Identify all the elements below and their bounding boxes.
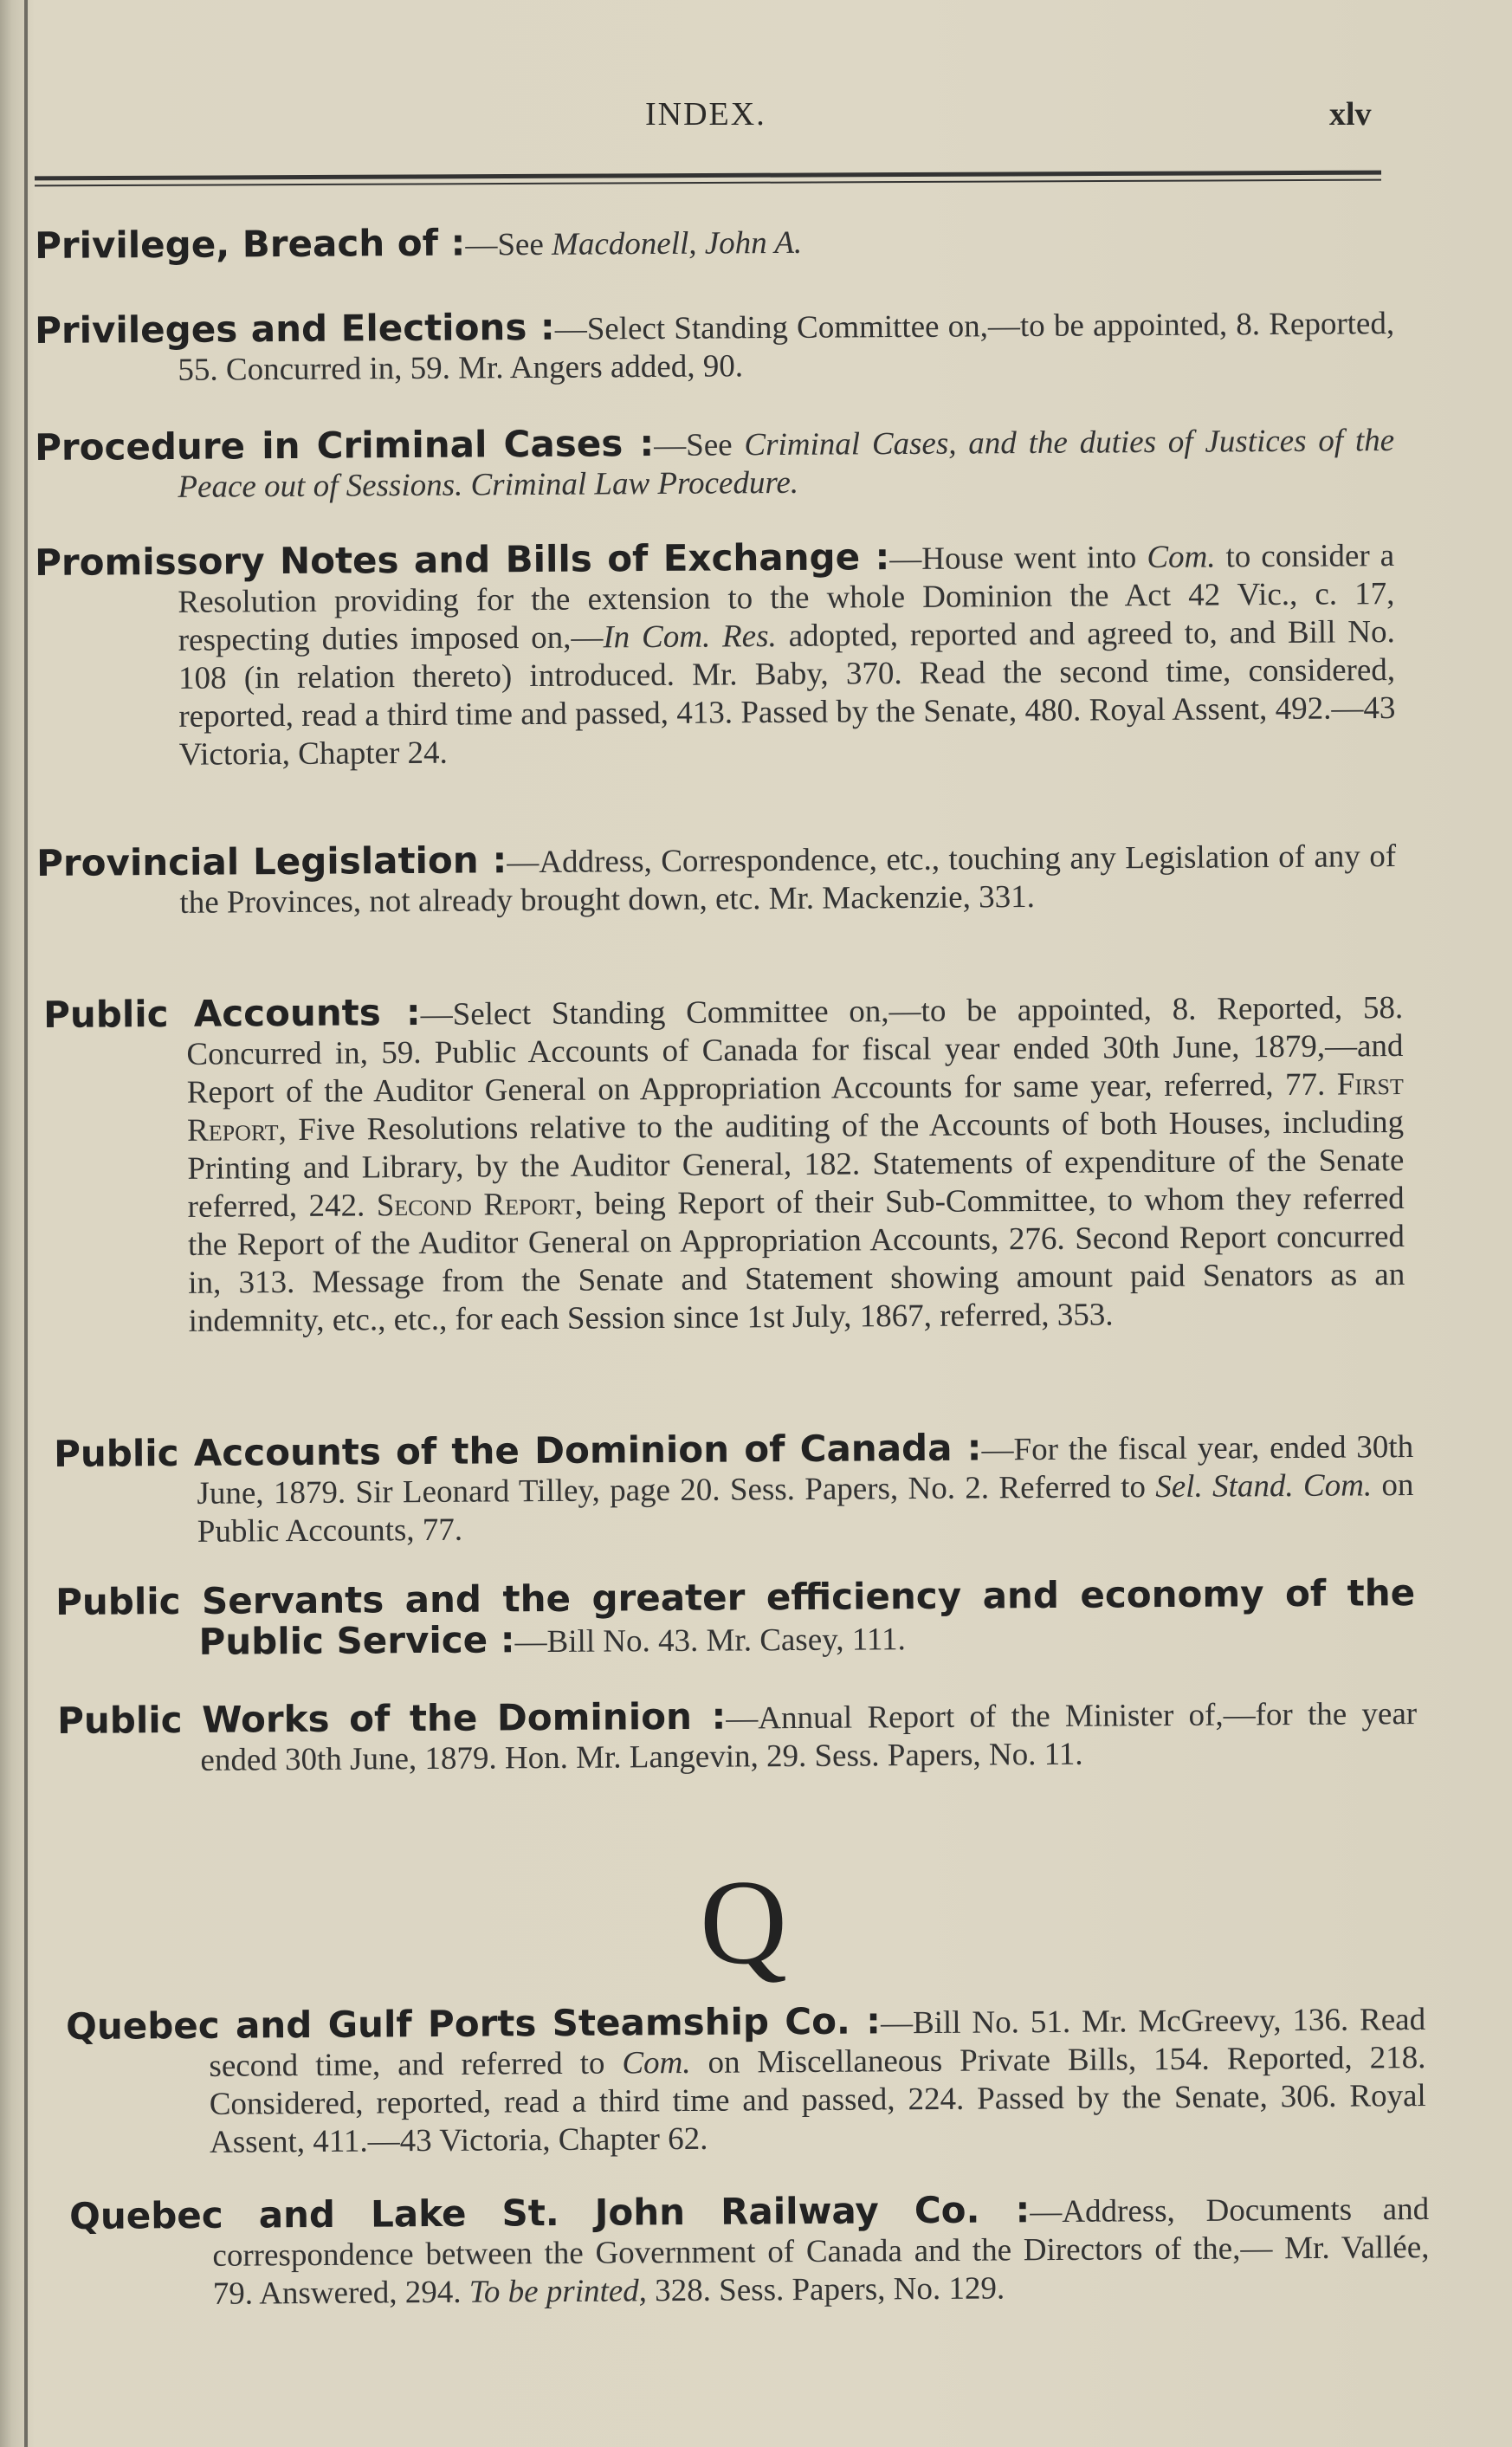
entry-text: —For the fiscal year, ended 30th June, 1879. Sir Leonard Tilley, page 20. Sess. Papers, No. 2. Referred to bbox=[197, 1429, 1414, 1512]
entry-text-italic: Macdonell, John A. bbox=[551, 224, 803, 262]
entry-text: —See bbox=[465, 226, 552, 263]
index-entry-promissory-notes bbox=[35, 534, 1396, 775]
entry-text-italic: Criminal Cases, and the duties of Justices of the Peace out of Sessions. Criminal Law Procedure. bbox=[178, 423, 1395, 505]
entry-text: Five Resolutions relative to the auditing of the Accounts of both Houses, including Printing and Library, by the Auditor General, 182. Statements of expenditure of the Senate referred, 242. bbox=[187, 1104, 1405, 1225]
entry-text: on Miscellaneous Private Bills, 154. Reported, 218. Considered, reported, read a third time and passed, 224. Passed by the Senate, 306. Royal Assent, 411.—43 Victoria, Chapter 62. bbox=[209, 2040, 1426, 2160]
entry-text-small-caps: First Report, bbox=[186, 1066, 1404, 1149]
entry-text: —Address, Correspondence, etc., touching any Legislation of any of the Provinces, not already brought down, etc. Mr. Mackenzie, 331. bbox=[179, 838, 1397, 921]
entry-text-small-caps: Second Report, bbox=[376, 1186, 584, 1224]
index-entry-procedure-criminal-cases bbox=[35, 419, 1395, 508]
entry-heading: Public Works of the Dominion : bbox=[56, 1694, 727, 1742]
entry-heading: Privileges and Elections : bbox=[34, 305, 555, 352]
index-entry-public-works bbox=[57, 1693, 1418, 1781]
entry-text-italic: In Com. Res. bbox=[603, 618, 777, 656]
entry-text: —Bill No. 43. Mr. Casey, 111. bbox=[514, 1622, 906, 1660]
entry-heading: Public Accounts of the Dominion of Canada : bbox=[53, 1426, 982, 1475]
entry-text-italic: Com. bbox=[622, 2044, 691, 2081]
entry-text: being Report of their Sub-Committee, to whom they referred the Report of the Auditor General on Appropriation Accounts, 276. Second Report concurred in, 313. Message from the Senate and Statement showing amount paid Senators as an indemnity, etc., etc., for each Session since 1st July, 1867, referred, 353. bbox=[187, 1181, 1405, 1339]
entry-text: 328. Sess. Papers, No. 129. bbox=[646, 2270, 1005, 2309]
running-title: INDEX. bbox=[645, 96, 766, 133]
entry-text: —Address, Documents and correspondence between the Government of Canada and the Directors of the,— Mr. Vallée, 79. Answered, 294. bbox=[212, 2191, 1430, 2312]
entry-heading: Public Servants and the greater efficiency and economy of the Public Service : bbox=[55, 1571, 1416, 1663]
index-entry-quebec-lake-st-john bbox=[69, 2188, 1430, 2314]
section-letter: Q bbox=[700, 1855, 788, 1990]
entry-heading: Provincial Legislation : bbox=[36, 838, 507, 884]
entry-text: —House went into bbox=[889, 540, 1147, 578]
page-header bbox=[0, 95, 1512, 147]
index-entry-provincial-legislation bbox=[36, 835, 1397, 923]
entry-text: to consider a Resolution providing for the extension to the whole Dominion the Act 42 Vic., c. 17, respecting duties imposed on,— bbox=[178, 538, 1395, 658]
entry-text-italic: Sel. Stand. Com. bbox=[1155, 1467, 1373, 1505]
book-gutter bbox=[24, 0, 28, 2447]
entry-text: on Public Accounts, 77. bbox=[197, 1467, 1414, 1550]
index-entry-public-accounts bbox=[43, 987, 1405, 1342]
index-entry-public-accounts-dominion bbox=[54, 1426, 1414, 1552]
entry-heading: Procedure in Criminal Cases : bbox=[34, 422, 655, 469]
entry-text: —Select Standing Committee on,—to be appointed, 8. Reported, 58. Concurred in, 59. Public Accounts of Canada for fiscal year ended 30th June, 1879,—and Report of the Auditor General on Appropriation Accounts for same year, referred, 77. bbox=[186, 990, 1404, 1110]
entry-text-italic: To be printed, bbox=[468, 2273, 648, 2310]
index-entry-quebec-gulf-ports bbox=[66, 1998, 1426, 2163]
entry-heading: Privilege, Breach of : bbox=[34, 221, 466, 267]
entry-text: —Select Standing Committee on,—to be appointed, 8. Reported, 55. Concurred in, 59. Mr. Angers added, 90. bbox=[178, 306, 1395, 388]
entry-text: adopted, reported and agreed to, and Bill No. 108 (in relation thereto) introduced. Mr. Baby, 370. Read the second time, considered, reported, read a third time and passed, 413. Passed by the Senate, 480. Royal Assent, 492.—43 Victoria, Chapter 24. bbox=[178, 614, 1396, 773]
entry-heading: Promissory Notes and Bills of Exchange : bbox=[34, 535, 890, 584]
page-number: xlv bbox=[1329, 96, 1372, 133]
entry-heading: Quebec and Lake St. John Railway Co. : bbox=[68, 2188, 1031, 2237]
entry-text: —See bbox=[654, 427, 745, 464]
entry-text: —Annual Report of the Minister of,—for the year ended 30th June, 1879. Hon. Mr. Langevin, 29. Sess. Papers, No. 11. bbox=[200, 1696, 1418, 1778]
index-entry-privileges-elections bbox=[35, 302, 1395, 391]
index-entry-public-servants bbox=[55, 1571, 1416, 1665]
entry-heading: Public Accounts : bbox=[42, 990, 421, 1036]
entry-text: —Bill No. 51. Mr. McGreevy, 136. Read second time, and referred to bbox=[209, 2002, 1426, 2084]
entry-text-italic: Com. bbox=[1147, 539, 1216, 576]
entry-heading: Quebec and Gulf Ports Steamship Co. : bbox=[65, 1999, 882, 2048]
